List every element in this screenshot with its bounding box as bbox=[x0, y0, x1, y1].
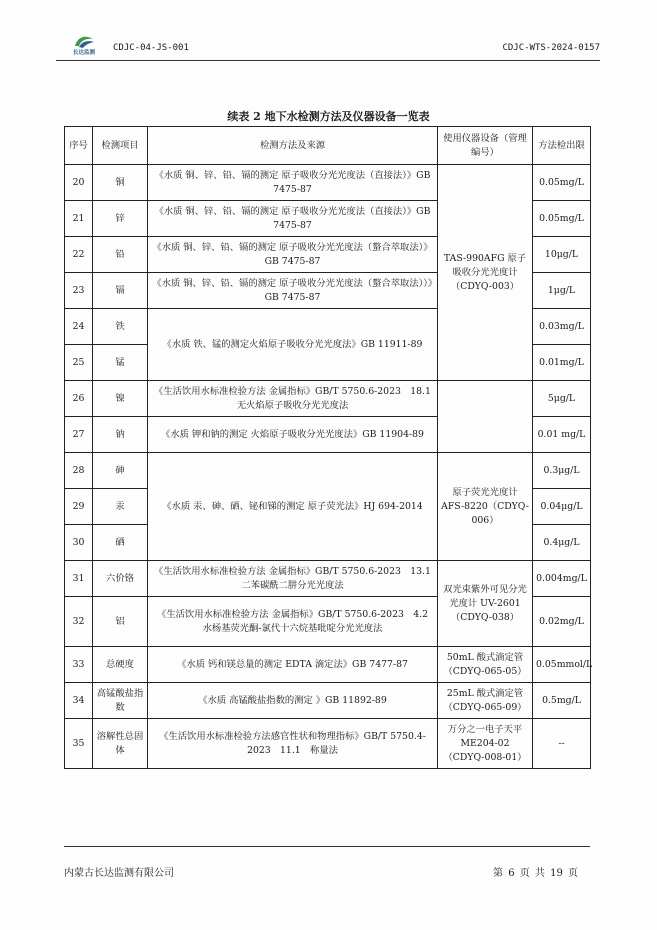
row-item: 砷 bbox=[93, 453, 148, 489]
row-no: 22 bbox=[65, 237, 93, 273]
row-item: 铜 bbox=[93, 165, 148, 201]
col-header-item: 检测项目 bbox=[93, 127, 148, 165]
logo-text: 长达监测 bbox=[72, 50, 95, 56]
row-item: 镉 bbox=[93, 273, 148, 309]
row-method: 《生活饮用水标准检验方法感官性状和物理指标》GB/T 5750.4-2023 11.1 称量法 bbox=[148, 719, 438, 769]
row-item: 钠 bbox=[93, 417, 148, 453]
row-no: 20 bbox=[65, 165, 93, 201]
row-limit: 0.01 mg/L bbox=[533, 417, 591, 453]
col-header-no: 序号 bbox=[65, 127, 93, 165]
row-item: 镍 bbox=[93, 381, 148, 417]
row-no: 28 bbox=[65, 453, 93, 489]
row-limit: 10μg/L bbox=[533, 237, 591, 273]
col-header-limit: 方法检出限 bbox=[533, 127, 591, 165]
footer-company: 内蒙古长达监测有限公司 bbox=[64, 868, 174, 879]
row-limit: 0.02mg/L bbox=[533, 597, 591, 647]
row-limit: 0.05mg/L bbox=[533, 165, 591, 201]
row-no: 34 bbox=[65, 683, 93, 719]
row-method: 《水质 钾和钠的测定 火焰原子吸收分光光度法》GB 11904-89 bbox=[148, 417, 438, 453]
row-method: 《水质 铜、锌、铅、镉的测定 原子吸收分光光度法（直接法）》GB 7475-87 bbox=[148, 201, 438, 237]
row-item: 铅 bbox=[93, 237, 148, 273]
table-header-row bbox=[65, 127, 591, 165]
document-code: CDJC-04-JS-001 bbox=[113, 43, 189, 53]
table-row bbox=[65, 719, 591, 769]
row-item: 锰 bbox=[93, 345, 148, 381]
row-limit: 0.05mg/L bbox=[533, 201, 591, 237]
row-no: 25 bbox=[65, 345, 93, 381]
row-no: 32 bbox=[65, 597, 93, 647]
logo-mark-icon bbox=[72, 34, 96, 49]
row-method: 《生活饮用水标准检验方法 金属指标》GB/T 5750.6-2023 13.1 二苯碳酰二肼分光光度法 bbox=[148, 561, 438, 597]
row-item: 汞 bbox=[93, 489, 148, 525]
row-no: 29 bbox=[65, 489, 93, 525]
row-no: 26 bbox=[65, 381, 93, 417]
method-fe-mn: 《水质 铁、锰的测定火焰原子吸收分光光度法》GB 11911-89 bbox=[148, 309, 438, 381]
row-no: 31 bbox=[65, 561, 93, 597]
row-item: 锌 bbox=[93, 201, 148, 237]
row-limit: 0.3μg/L bbox=[533, 453, 591, 489]
table-row bbox=[65, 561, 591, 597]
row-method: 《水质 钙和镁总量的测定 EDTA 滴定法》GB 7477-87 bbox=[148, 647, 438, 683]
row-no: 33 bbox=[65, 647, 93, 683]
page-footer bbox=[64, 846, 590, 879]
row-limit: 0.03mg/L bbox=[533, 309, 591, 345]
footer-page-number: 第 6 页 共 19 页 bbox=[493, 868, 578, 879]
row-limit: 0.04μg/L bbox=[533, 489, 591, 525]
table-row bbox=[65, 683, 591, 719]
row-limit: 0.01mg/L bbox=[533, 345, 591, 381]
table-row bbox=[65, 453, 591, 489]
row-limit: 0.4μg/L bbox=[533, 525, 591, 561]
row-item: 总硬度 bbox=[93, 647, 148, 683]
col-header-method: 检测方法及来源 bbox=[148, 127, 438, 165]
row-method: 《水质 高锰酸盐指数的测定 》GB 11892-89 bbox=[148, 683, 438, 719]
col-header-instrument: 使用仪器设备（管理编号） bbox=[438, 127, 533, 165]
table-title: 续表 2 地下水检测方法及仪器设备一览表 bbox=[227, 110, 430, 123]
row-limit: 0.05mmol/L bbox=[533, 647, 591, 683]
row-no: 23 bbox=[65, 273, 93, 309]
header-divider bbox=[56, 60, 600, 61]
row-item: 铝 bbox=[93, 597, 148, 647]
report-number: CDJC-WTS-2024-0157 bbox=[502, 43, 600, 53]
row-no: 27 bbox=[65, 417, 93, 453]
methods-table bbox=[64, 126, 591, 769]
row-method: 《水质 铜、锌、铅、镉的测定 原子吸收分光光度法（螯合萃取法）》GB 7475-87 bbox=[148, 237, 438, 273]
instrument-uv: 双光束紫外可见分光光度计 UV-2601（CDYQ-038） bbox=[438, 561, 533, 647]
row-item: 溶解性总固体 bbox=[93, 719, 148, 769]
row-method: 《生活饮用水标准检验方法 金属指标》GB/T 5750.6-2023 4.2 水杨基荧光酮-氯代十六烷基吡啶分光光度法 bbox=[148, 597, 438, 647]
row-no: 24 bbox=[65, 309, 93, 345]
row-limit: 1μg/L bbox=[533, 273, 591, 309]
row-limit: -- bbox=[533, 719, 591, 769]
company-logo bbox=[64, 34, 104, 60]
row-instrument: 万分之一电子天平 ME204-02（CDYQ-008-01） bbox=[438, 719, 533, 769]
row-item: 高锰酸盐指数 bbox=[93, 683, 148, 719]
row-instrument: 50mL 酸式滴定管（CDYQ-065-05） bbox=[438, 647, 533, 683]
row-method: 《生活饮用水标准检验方法 金属指标》GB/T 5750.6-2023 18.1 无火焰原子吸收分光光度法 bbox=[148, 381, 438, 417]
instrument-afs: 原子荧光光度计 AFS-8220（CDYQ-006） bbox=[438, 453, 533, 561]
page-header bbox=[56, 34, 600, 62]
row-item: 硒 bbox=[93, 525, 148, 561]
row-item: 铁 bbox=[93, 309, 148, 345]
row-limit: 0.004mg/L bbox=[533, 561, 591, 597]
row-limit: 0.5mg/L bbox=[533, 683, 591, 719]
row-item: 六价铬 bbox=[93, 561, 148, 597]
table-row bbox=[65, 165, 591, 201]
row-no: 21 bbox=[65, 201, 93, 237]
method-as-hg-se: 《水质 汞、砷、硒、铋和锑的测定 原子荧光法》HJ 694-2014 bbox=[148, 453, 438, 561]
row-method: 《水质 铜、锌、铅、镉的测定 原子吸收分光光度法（螯合萃取法））》GB 7475-87 bbox=[148, 273, 438, 309]
instrument-aas: TAS-990AFG 原子吸收分光光度计（CDYQ-003） bbox=[438, 165, 533, 381]
table-row bbox=[65, 381, 591, 417]
row-method: 《水质 铜、锌、铅、镉的测定 原子吸收分光光度法（直接法）》GB 7475-87 bbox=[148, 165, 438, 201]
row-no: 35 bbox=[65, 719, 93, 769]
row-instrument: 25mL 酸式滴定管（CDYQ-065-09） bbox=[438, 683, 533, 719]
row-no: 30 bbox=[65, 525, 93, 561]
instrument-empty bbox=[438, 381, 533, 453]
table-row bbox=[65, 647, 591, 683]
row-limit: 5μg/L bbox=[533, 381, 591, 417]
